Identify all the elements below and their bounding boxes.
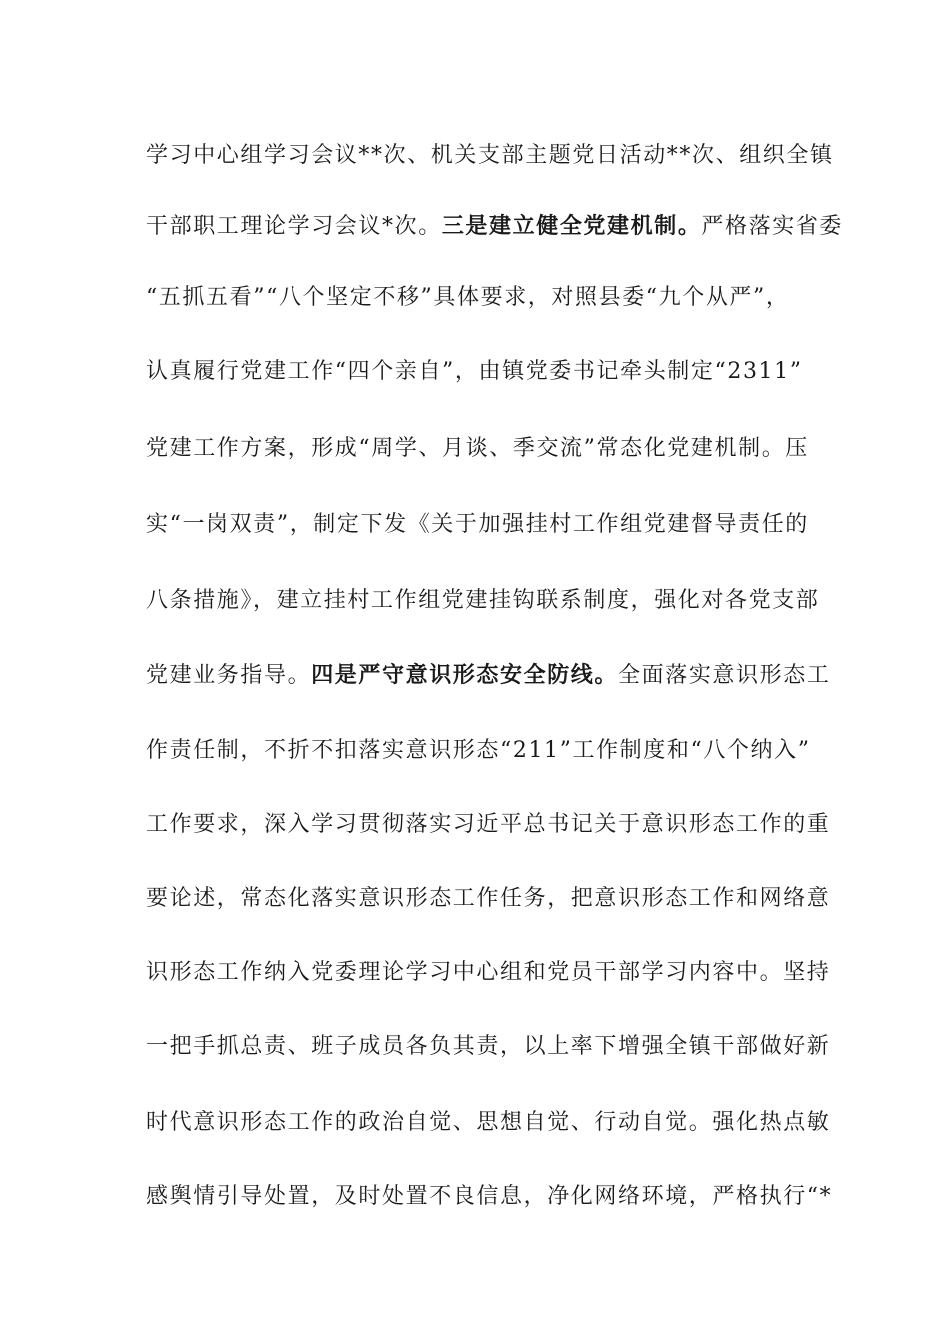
text-line [146,1103,831,1143]
text-run: 感舆情引导处置，及时处置不良信息，净化网络环境，严格执行“* [146,1184,833,1209]
text-line [146,206,844,246]
bold-heading-run: 三是建立健全党建机制。 [441,213,702,239]
text-run: 学习中心组学习会议**次、机关支部主题党日活动**次、组织全镇 [146,143,834,168]
text-line [146,655,831,695]
text-line [146,429,826,469]
text-run: “五抓五看”“八个坚定不移”具体要求，对照县委“九个从严”， [146,285,790,310]
text-line [146,1177,833,1217]
text-line [146,136,834,176]
text-line [146,879,831,919]
text-line [146,1027,831,1067]
text-run: 严格落实省委 [701,214,844,239]
text-run: 作责任制，不折不扣落实意识形态“211”工作制度和“八个纳入” [146,738,811,763]
text-run: 党建工作方案，形成“周学、月谈、季交流”常态化党建机制。压 [146,436,809,461]
text-run: 全面落实意识形态工 [618,663,831,688]
text-run: 识形态工作纳入党委理论学习中心组和党员干部学习内容中。坚持 [146,960,831,985]
text-run: 工作要求，深入学习贯彻落实习近平总书记关于意识形态工作的重 [146,812,831,837]
text-line [146,805,831,845]
text-run: 党建业务指导。 [146,663,312,688]
text-run: 要论述，常态化落实意识形态工作任务，把意识形态工作和网络意 [146,886,831,911]
text-run: 实“一岗双责”，制定下发《关于加强挂村工作组党建督导责任的 [146,512,809,537]
text-run: 一把手抓总责、班子成员各负其责，以上率下增强全镇干部做好新 [146,1034,831,1059]
text-run: 八条措施》，建立挂村工作组党建挂钩联系制度，强化对各党支部 [146,588,820,613]
text-run: 干部职工理论学习会议*次。 [146,214,442,239]
text-line [146,352,826,392]
text-run: 认真履行党建工作“四个亲自”，由镇党委书记牵头制定“2311” [146,359,803,384]
text-line [146,505,826,545]
text-line [146,953,831,993]
text-run: 时代意识形态工作的政治自觉、思想自觉、行动自觉。强化热点敏 [146,1110,831,1135]
text-line [146,731,826,771]
bold-heading-run: 四是严守意识形态安全防线。 [311,662,619,688]
text-line [146,581,826,621]
text-line [146,278,826,318]
